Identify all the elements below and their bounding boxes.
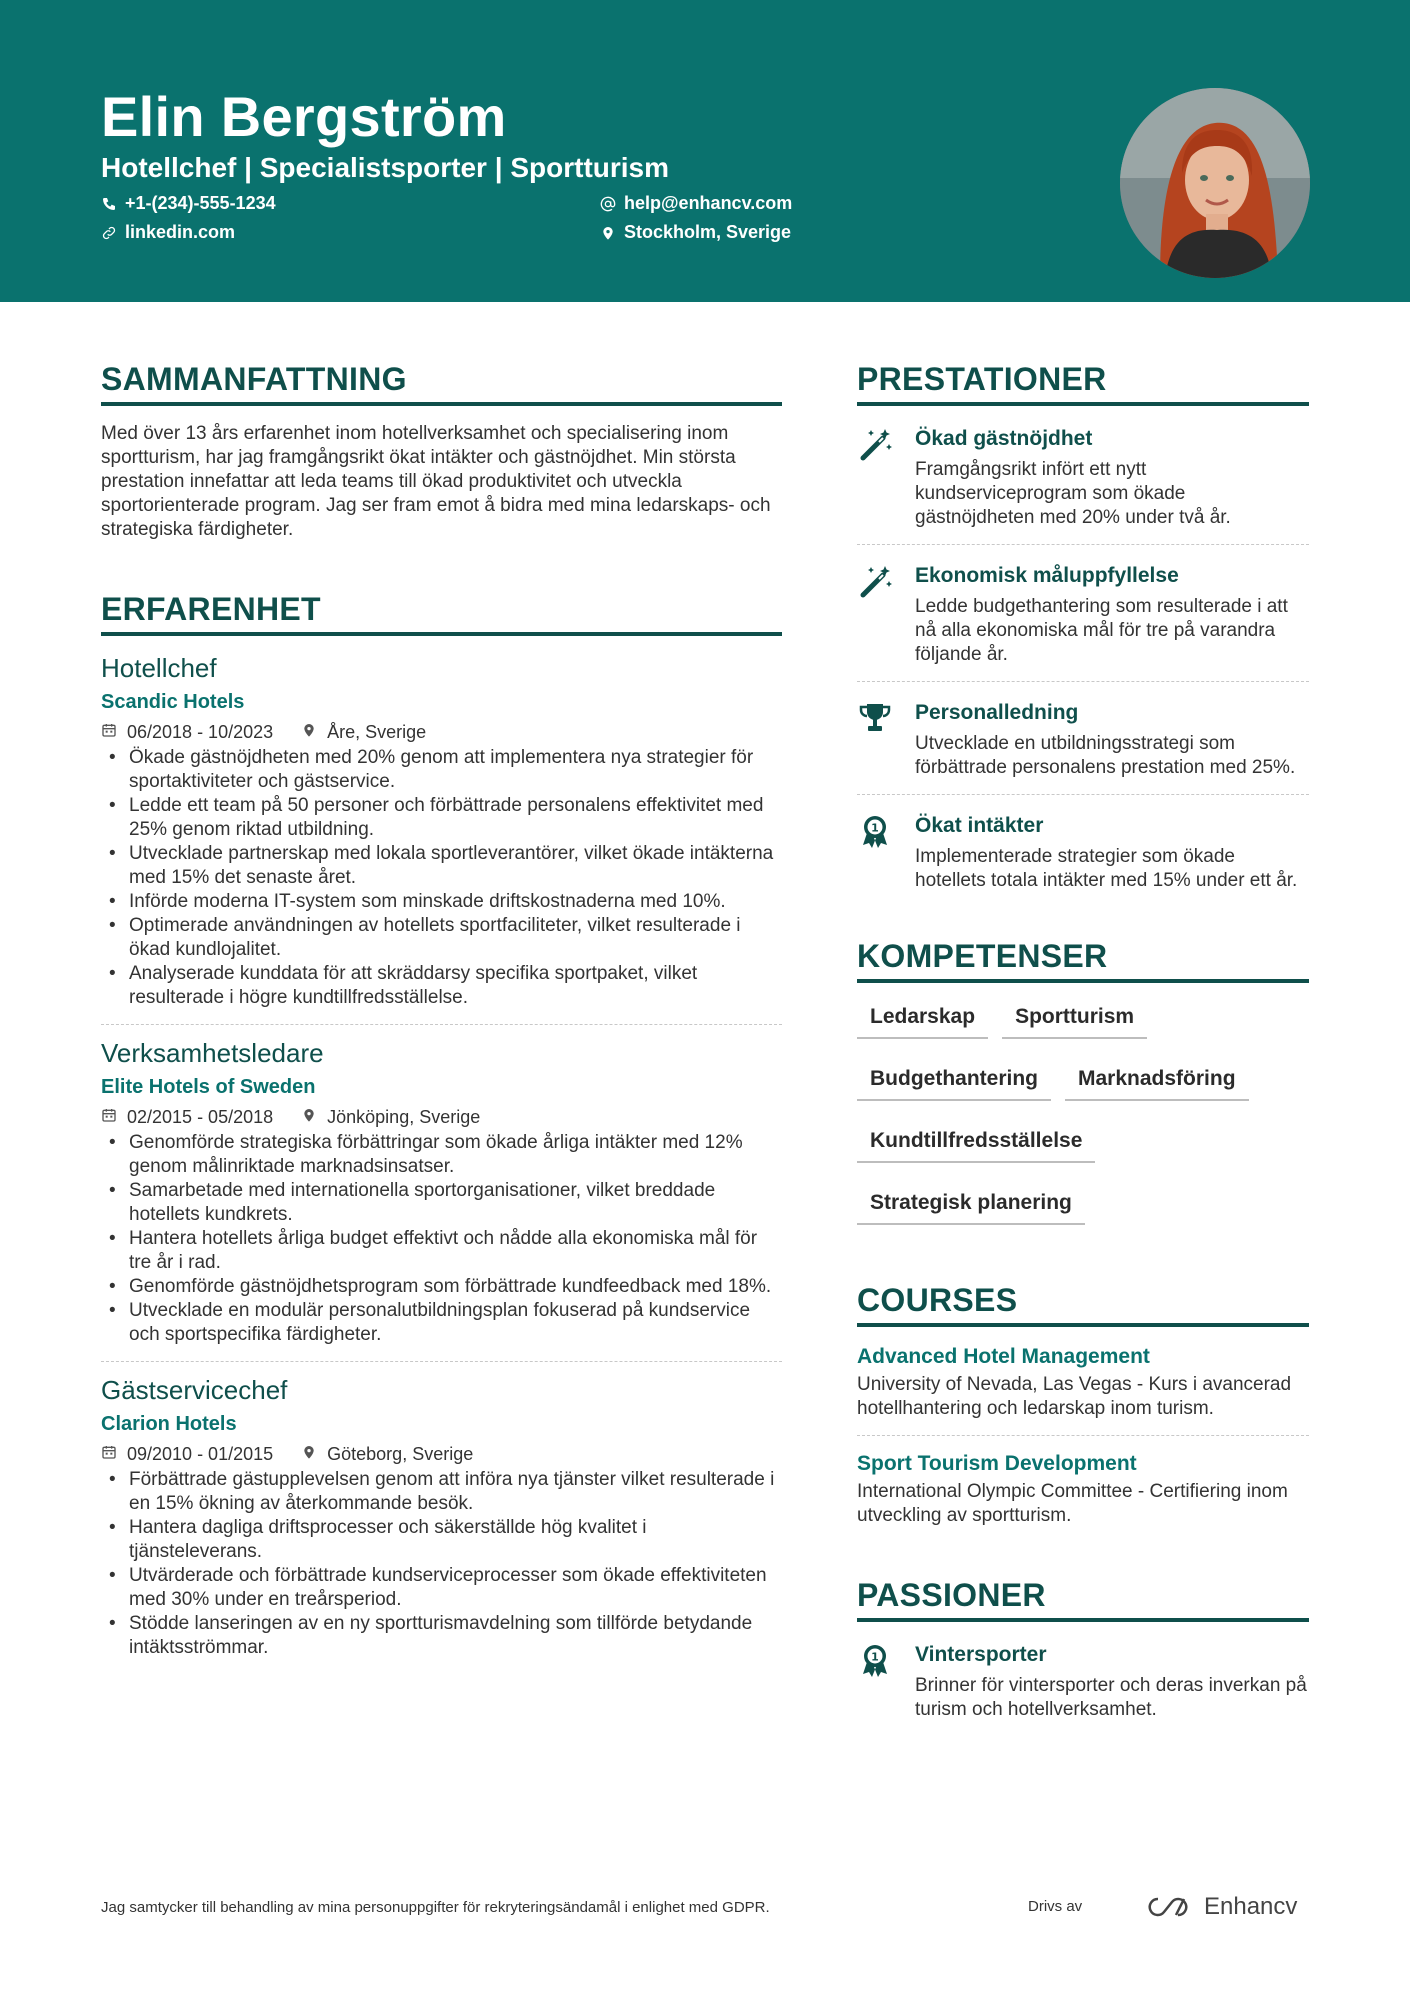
experience-item — [101, 1374, 782, 1660]
job-dates: 06/2018 - 10/2023 — [127, 722, 274, 742]
contact-email[interactable] — [600, 193, 792, 214]
phone-icon — [101, 196, 117, 212]
achievement-description: Utvecklade en utbildningsstrategi som förbättrade personalens prestation med 25%. — [915, 733, 1296, 778]
passion-description: Brinner för vintersporter och deras inverkan på turism och hotellverksamhet. — [915, 1675, 1307, 1720]
achievement-title: Personalledning — [915, 701, 1079, 724]
magic-wand-icon — [857, 424, 915, 530]
achievement-body — [915, 561, 1309, 667]
section-title-courses: COURSES — [857, 1281, 1309, 1327]
job-bullet: • Genomförde strategiska förbättringar som ökade årliga intäkter med 12% genom målinriktade marknadsinsatser. — [101, 1131, 782, 1179]
job-bullet: • Utvecklade partnerskap med lokala sportleverantörer, vilket ökade intäkterna med 15% det senaste året. — [101, 842, 782, 890]
job-bullet-list — [101, 1468, 782, 1660]
course-description: University of Nevada, Las Vegas - Kurs i avancerad hotellhantering och ledarskap inom turism. — [857, 1374, 1292, 1419]
achievement-title: Ekonomisk måluppfyllelse — [915, 564, 1179, 587]
course-item — [857, 1450, 1309, 1528]
section-title-passions: PASSIONER — [857, 1576, 1309, 1622]
achievement-item — [857, 559, 1309, 667]
achievement-title: Ökat intäkter — [915, 814, 1044, 837]
location-pin-icon — [600, 225, 616, 241]
resume-header — [0, 0, 1410, 302]
divider — [857, 544, 1309, 545]
candidate-subtitle: Hotellchef | Specialistsporter | Sportturism — [101, 152, 670, 183]
achievement-body — [915, 424, 1309, 530]
contact-linkedin[interactable] — [101, 222, 235, 243]
location-pin-icon — [301, 1442, 327, 1466]
calendar-icon — [101, 720, 127, 744]
contact-phone[interactable] — [101, 193, 276, 214]
job-bullet: • Genomförde gästnöjdhetsprogram som förbättrade kundfeedback med 18%. — [101, 1275, 782, 1299]
skill-tag: Ledarskap — [857, 999, 988, 1039]
skill-tag: Sportturism — [1002, 999, 1147, 1039]
enhancv-logo[interactable] — [1146, 1893, 1297, 1921]
job-bullet: • Samarbetade med internationella sportorganisationer, vilket breddade hotellets kundkrets. — [101, 1179, 782, 1227]
calendar-icon — [101, 1442, 127, 1466]
magic-wand-icon — [857, 561, 915, 667]
achievement-description: Implementerade strategier som ökade hotellets totala intäkter med 15% under ett år. — [915, 846, 1298, 891]
skill-tag: Kundtillfredsställelse — [857, 1123, 1095, 1163]
divider — [857, 794, 1309, 795]
job-bullet: • Ökade gästnöjdheten med 20% genom att implementera nya strategier för sportaktiviteter och gästservice. — [101, 746, 782, 794]
passion-body — [915, 1640, 1309, 1722]
job-bullet: • Hantera hotellets årliga budget effektivt och nådde alla ekonomiska mål för tre år i rad. — [101, 1227, 782, 1275]
enhancv-brand-text: Enhancv — [1204, 1893, 1298, 1920]
job-bullet: • Utvecklade en modulär personalutbildningsplan fokuserad på kundservice och sportspecifika färdigheter. — [101, 1299, 782, 1347]
job-bullet: • Stödde lanseringen av en ny sportturismavdelning som tillförde betydande intäktsströmmar. — [101, 1612, 782, 1660]
portrait-illustration — [1120, 88, 1310, 278]
experience-item — [101, 1037, 782, 1347]
right-column — [857, 360, 1309, 1722]
candidate-name: Elin Bergström — [101, 85, 507, 148]
job-location: Jönköping, Sverige — [327, 1107, 481, 1127]
svg-text:1: 1 — [871, 1650, 879, 1664]
experience-list — [101, 652, 782, 1660]
achievement-description: Ledde budgethantering som resulterade i att nå alla ekonomiska mål för tre på varandra följande år. — [915, 596, 1288, 665]
achievement-item — [857, 809, 1309, 893]
section-title-skills: KOMPETENSER — [857, 937, 1309, 983]
course-description: International Olympic Committee - Certifiering inom utveckling av sportturism. — [857, 1481, 1288, 1526]
company-name: Clarion Hotels — [101, 1413, 237, 1435]
skills-list — [857, 999, 1309, 1225]
divider — [101, 1361, 782, 1362]
job-bullet: • Utvärderade och förbättrade kundserviceprocesser som ökade effektiviteten med 30% under en treårsperiod. — [101, 1564, 782, 1612]
phone-text: +1-(234)-555-1234 — [125, 193, 276, 213]
profile-photo — [1120, 88, 1310, 278]
divider — [857, 1435, 1309, 1436]
job-title: Gästservicechef — [101, 1375, 288, 1405]
powered-by-label: Drivs av — [1028, 1898, 1083, 1915]
calendar-icon — [101, 1105, 127, 1129]
trophy-icon — [857, 698, 915, 780]
award-medal-icon — [857, 811, 915, 893]
skill-tag: Budgethantering — [857, 1061, 1051, 1101]
company-name: Elite Hotels of Sweden — [101, 1076, 316, 1098]
job-bullet-list — [101, 1131, 782, 1347]
location-pin-icon — [301, 720, 327, 744]
course-title: Advanced Hotel Management — [857, 1345, 1150, 1368]
link-icon — [101, 225, 117, 241]
enhancv-logo-icon — [1146, 1895, 1194, 1919]
job-location: Åre, Sverige — [327, 722, 427, 742]
job-dates: 02/2015 - 05/2018 — [127, 1107, 274, 1127]
section-title-experience: ERFARENHET — [101, 590, 782, 636]
divider — [857, 681, 1309, 682]
achievements-list — [857, 422, 1309, 893]
passion-item — [857, 1638, 1309, 1722]
job-meta — [101, 1442, 782, 1466]
divider — [101, 1024, 782, 1025]
job-bullet-list — [101, 746, 782, 1010]
contact-location — [600, 222, 791, 243]
award-medal-icon — [857, 1640, 915, 1722]
job-title: Verksamhetsledare — [101, 1038, 324, 1068]
job-bullet: • Optimerade användningen av hotellets sportfaciliteter, vilket resulterade i ökad kundlojalitet. — [101, 914, 782, 962]
achievement-item — [857, 696, 1309, 780]
location-text: Stockholm, Sverige — [624, 222, 792, 242]
course-title: Sport Tourism Development — [857, 1452, 1137, 1475]
achievement-description: Framgångsrikt infört ett nytt kundserviceprogram som ökade gästnöjdheten med 20% under två år. — [915, 459, 1231, 528]
experience-item — [101, 652, 782, 1010]
section-title-achievements: PRESTATIONER — [857, 360, 1309, 406]
achievement-body — [915, 698, 1309, 780]
skill-tag: Strategisk planering — [857, 1185, 1085, 1225]
passions-list — [857, 1638, 1309, 1722]
skill-tag: Marknadsföring — [1065, 1061, 1249, 1101]
left-column — [101, 360, 782, 1660]
email-text: help@enhancv.com — [624, 193, 793, 213]
section-title-summary: SAMMANFATTNING — [101, 360, 782, 406]
job-location: Göteborg, Sverige — [327, 1444, 474, 1464]
job-meta — [101, 720, 782, 744]
location-pin-icon — [301, 1105, 327, 1129]
svg-text:1: 1 — [871, 821, 879, 835]
achievement-item — [857, 422, 1309, 530]
courses-list — [857, 1343, 1309, 1528]
job-bullet: • Förbättrade gästupplevelsen genom att införa nya tjänster vilket resulterade i en 15% ökning av återkommande besök. — [101, 1468, 782, 1516]
achievement-body — [915, 811, 1309, 893]
achievement-title: Ökad gästnöjdhet — [915, 427, 1093, 450]
passion-title: Vintersporter — [915, 1643, 1047, 1666]
job-bullet: • Införde moderna IT-system som minskade driftskostnaderna med 10%. — [101, 890, 782, 914]
job-dates: 09/2010 - 01/2015 — [127, 1444, 274, 1464]
gdpr-consent-note: Jag samtycker till behandling av mina personuppgifter för rekryteringsändamål i enlighet med GDPR. — [101, 1899, 770, 1916]
job-bullet: • Hantera dagliga driftsprocesser och säkerställde hög kvalitet i tjänsteleverans. — [101, 1516, 782, 1564]
job-bullet: • Analyserade kunddata för att skräddarsy specifika sportpaket, vilket resulterade i högre kundtillfredsställelse. — [101, 962, 782, 1010]
job-title: Hotellchef — [101, 653, 217, 683]
course-item — [857, 1343, 1309, 1421]
linkedin-text: linkedin.com — [125, 222, 236, 242]
job-bullet: • Ledde ett team på 50 personer och förbättrade personalens effektivitet med 25% genom riktad utbildning. — [101, 794, 782, 842]
summary-text: Med över 13 års erfarenhet inom hotellverksamhet och specialisering inom sportturism, har jag framgångsrikt ökat intäkter och gästnöjdhet. Min största prestation innefattar att leda teams till ökad produktivitet och utveckla sportorienterade program. Jag ser fram emot å bidra med mina ledarskaps- och strategiska färdigheter. — [101, 423, 771, 540]
at-sign-icon — [600, 196, 616, 212]
company-name: Scandic Hotels — [101, 691, 245, 713]
job-meta — [101, 1105, 782, 1129]
